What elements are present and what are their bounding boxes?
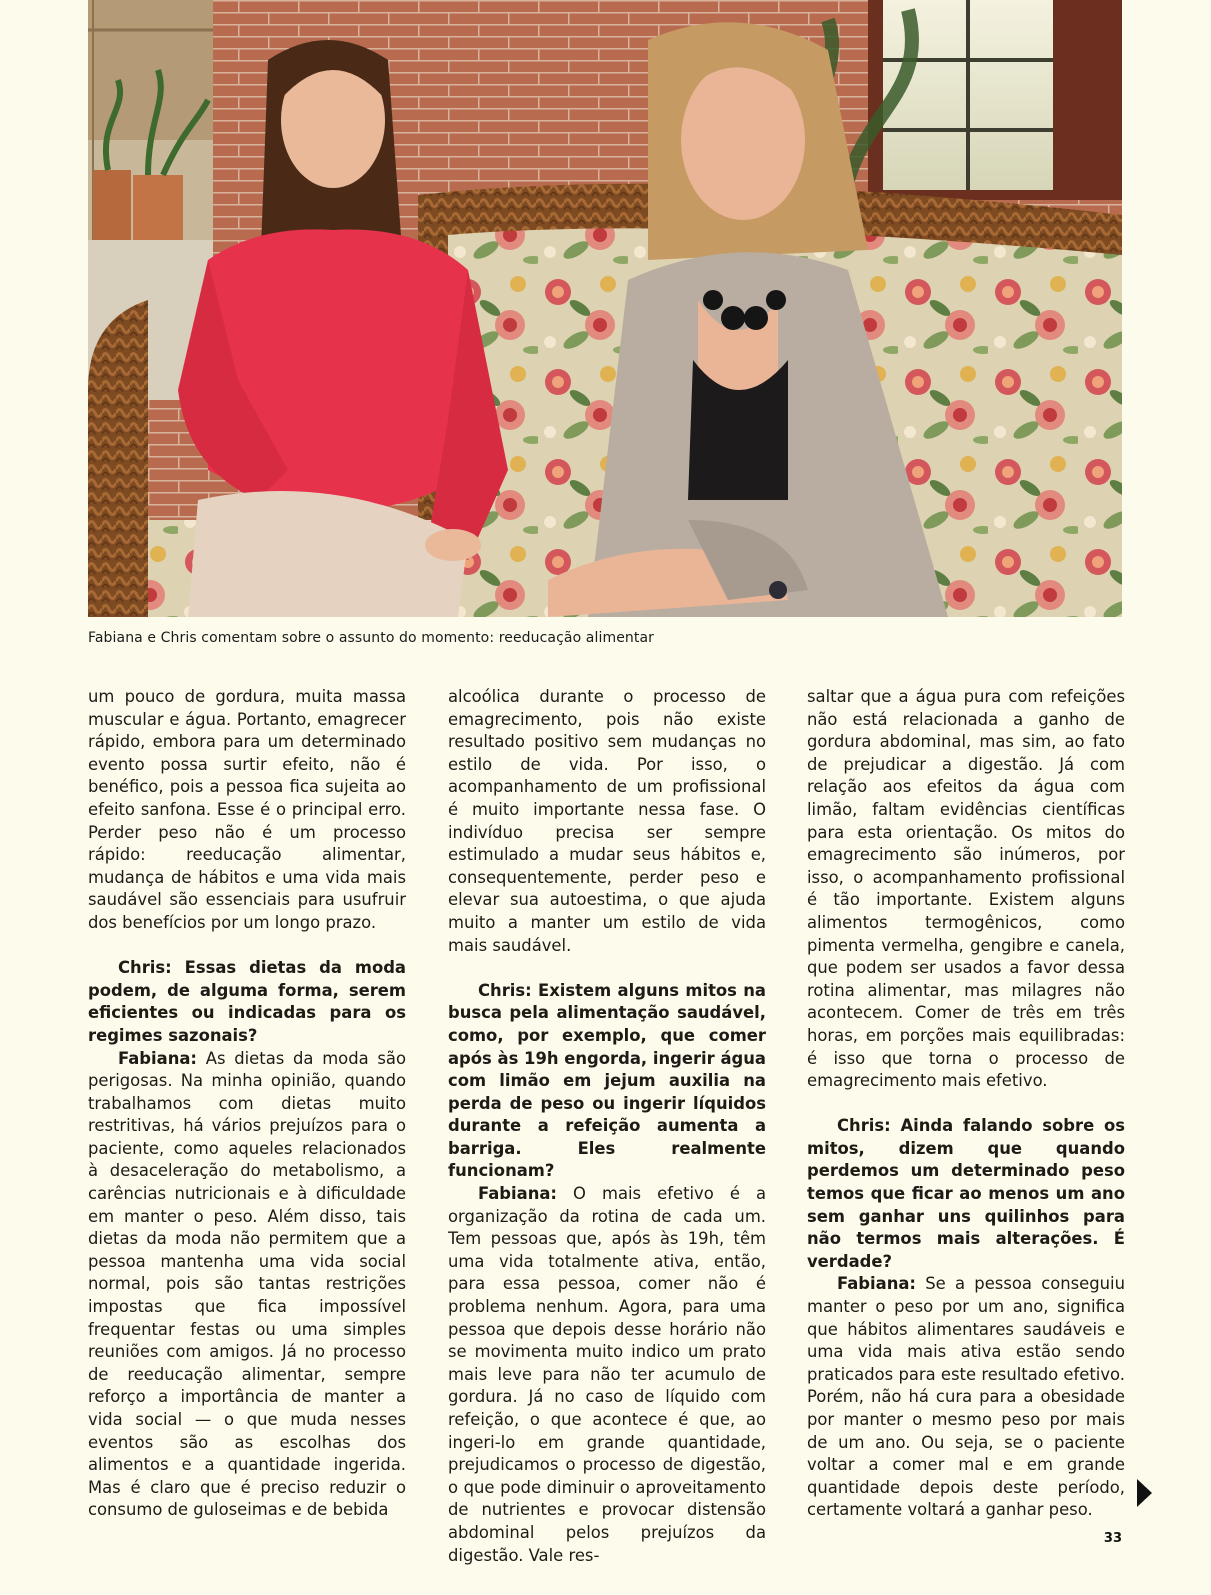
continue-arrow-icon [1137, 1479, 1152, 1507]
page-number: 33 [1103, 1531, 1122, 1546]
interview-question: Chris: Ainda falando sobre os mitos, dizem que quando perdemos um determinado peso temos que ficar ao menos um ano sem ganhar uns quilinhos para não termos mais alterações. É verdade? [807, 1116, 1125, 1271]
paragraph: um pouco de gordura, muita massa muscular e água. Portanto, emagrecer rápido, embora para um determinado evento possa surtir efeito, não é benéfico, pois a pessoa fica sujeita ao efeito sanfona. Esse é o principal erro. Perder peso não é um processo rápido: reeducação alimentar, mudança de hábitos e uma vida mais saudável são essenciais para usufruir dos benefícios por um longo prazo. [88, 687, 406, 932]
article-photo [88, 0, 1122, 617]
speaker-label: Fabiana: [478, 1184, 557, 1204]
photo-caption: Fabiana e Chris comentam sobre o assunto do momento: reeducação alimentar [88, 630, 655, 646]
interview-answer [807, 1273, 1125, 1522]
answer-text: As dietas da moda são perigosas. Na minha opinião, quando trabalhamos com dietas muito restritivas, há vários prejuízos para o paciente, como aqueles relacionados à desaceleração do metabolismo, a carências nutricionais e à dificuldade em manter o peso. Além disso, tais dietas da moda não permitem que a pessoa mantenha uma vida social normal, pois são tantas restrições impostas que fica impossível frequentar festas ou uma simples reuniões com amigos. Já no processo de reeducação alimentar, sempre reforço a importância de manter a vida social — o que muda nesses eventos são as escolhas dos alimentos e a quantidade ingerida. Mas é claro que é preciso reduzir o consumo de guloseimas e de bebida [88, 1048, 406, 1520]
interview-answer [448, 1183, 766, 1567]
paragraph: saltar que a água pura com refeições não está relacionada a ganho de gordura abdominal, mas sim, ao fato de prejudicar a digestão. Já com relação aos efeitos da água com limão, faltam evidências científicas para esta orientação. Os mitos do emagrecimento são inúmeros, por isso, o acompanhamento profissional é tão importante. Existem alguns alimentos termogênicos, como pimenta vermelha, gengibre e canela, que podem ser usados a favor dessa rotina alimentar, mas milagres não acontecem. Comer de três em três horas, em porções mais equilibradas: é isso que torna o processo de emagrecimento mais efetivo. [807, 687, 1125, 1091]
answer-text: Se a pessoa conseguiu manter o peso por um ano, significa que hábitos alimentares saudáveis e uma vida mais ativa estão sendo praticados para este resultado efetivo. Porém, não há cura para a obesidade por manter o mesmo peso por mais de um ano. Ou seja, se o paciente voltar a comer mal e em grande quantidade depois deste período, certamente voltará a ganhar peso. [807, 1274, 1125, 1520]
text-column-2 [448, 686, 766, 1567]
text-column-1 [88, 686, 406, 1522]
text-column-3 [807, 686, 1125, 1522]
photo-illustration [88, 0, 1122, 617]
interview-question: Chris: Existem alguns mitos na busca pela alimentação saudável, como, por exemplo, que comer após às 19h engorda, ingerir água com limão em jejum auxilia na perda de peso ou ingerir líquidos durante a refeição aumenta a barriga. Eles realmente funcionam? [448, 980, 766, 1181]
interview-answer [88, 1048, 406, 1522]
speaker-label: Fabiana: [118, 1048, 197, 1068]
answer-text: O mais efetivo é a organização da rotina de cada um. Tem pessoas que, após às 19h, têm uma vida totalmente ativa, então, para essa pessoa, comer não é problema nenhum. Agora, para uma pessoa que depois desse horário não se movimenta muito indico um prato mais leve para não ter acumulo de gordura. Já no caso de líquido com refeição, o que acontece é que, ao ingeri-lo em grande quantidade, prejudicamos o processo de digestão, o que pode diminuir o aproveitamento de nutrientes e provocar distensão abdominal pelos prejuízos da digestão. Vale res- [448, 1184, 766, 1565]
paragraph: alcoólica durante o processo de emagrecimento, pois não existe resultado positivo sem mudanças no estilo de vida. Por isso, o acompanhamento de um profissional é muito importante nessa fase. O indivíduo precisa ser sempre estimulado a mudar seus hábitos e, consequentemente, perder peso e elevar sua autoestima, o que ajuda muito a manter um estilo de vida mais saudável. [448, 687, 766, 955]
speaker-label: Fabiana: [837, 1274, 916, 1294]
interview-question: Chris: Essas dietas da moda podem, de alguma forma, serem eficientes ou indicadas para os regimes sazonais? [88, 958, 406, 1045]
